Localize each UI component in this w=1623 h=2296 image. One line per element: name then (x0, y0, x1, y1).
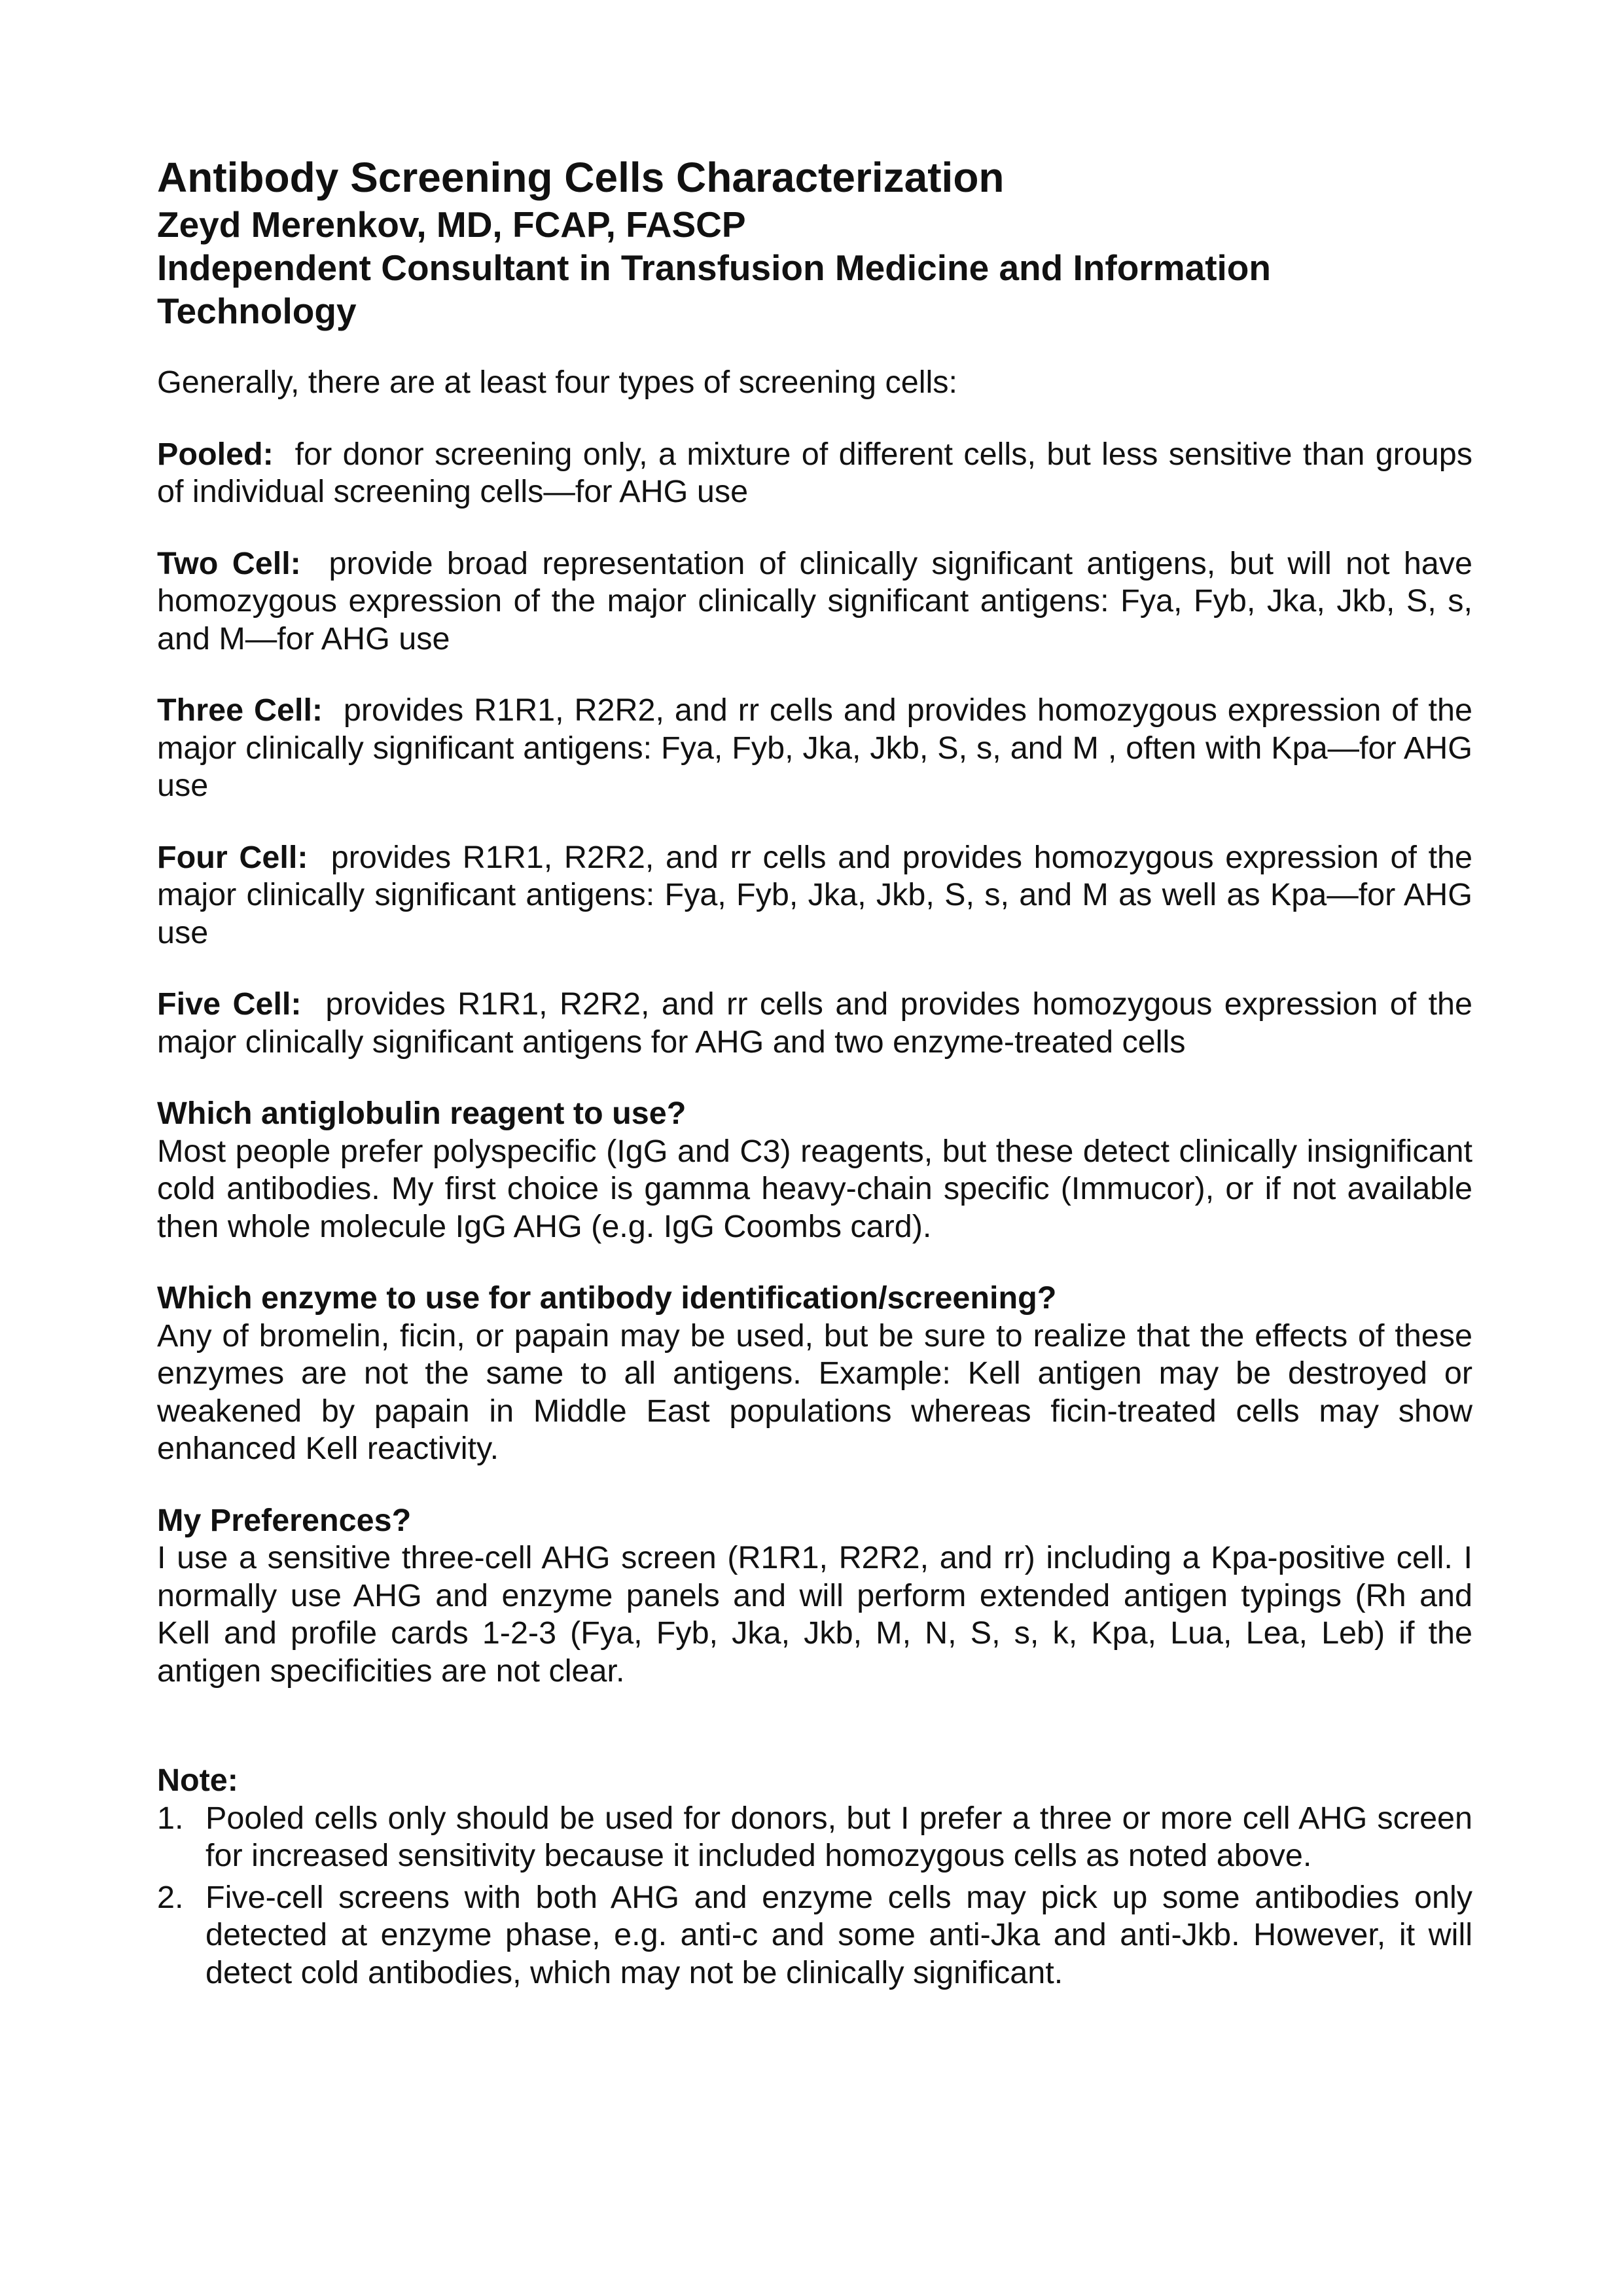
notes-heading: Note: (157, 1763, 238, 1798)
cell-type-label: Three Cell: (157, 692, 323, 728)
note-item (157, 1800, 1472, 1875)
section-heading: Which antiglobulin reagent to use? (157, 1096, 687, 1131)
section-heading: My Preferences? (157, 1502, 412, 1538)
intro-paragraph: Generally, there are at least four types of screening cells: (157, 365, 957, 400)
section-body: Most people prefer polyspecific (IgG and C3) reagents, but these detect clinically insignificant cold antibodies. My first choice is gamma heavy-chain specific (Immucor), or if not available then whole molecule IgG AHG (e.g. IgG Coombs card). (157, 1133, 1472, 1244)
cell-type-description: for donor screening only, a mixture of different cells, but less sensitive than groups of individual screening cells—for AHG use (157, 436, 1472, 509)
cell-type-label: Four Cell: (157, 839, 308, 875)
cell-type-five-cell (157, 986, 1472, 1061)
section-preferences (157, 1502, 1472, 1691)
cell-type-paragraph (157, 545, 1472, 658)
note-text: Five-cell screens with both AHG and enzyme cells may pick up some antibodies only detected at enzyme phase, e.g. anti-c and some anti-Jka and anti-Jkb. However, it will detect cold antibodies, which may not be clinically significant. (205, 1879, 1472, 1990)
cell-type-label: Pooled: (157, 436, 274, 472)
cell-type-paragraph (157, 692, 1472, 805)
notes-list (157, 1800, 1472, 1992)
note-item (157, 1879, 1472, 1992)
cell-type-two-cell (157, 545, 1472, 658)
document-title: Antibody Screening Cells Characterization (157, 154, 1005, 201)
cell-type-description: provides R1R1, R2R2, and rr cells and provides homozygous expression of the major clinically significant antigens: Fya, Fyb, Jka, Jkb, S, s, and M , often with Kpa—for AHG use (157, 692, 1472, 803)
section-body: Any of bromelin, ficin, or papain may be used, but be sure to realize that the effects of these enzymes are not the same to all antigens. Example: Kell antigen may be destroyed or weakened by papain in Middle East populations whereas ficin-treated cells may show enhanced Kell reactivity. (157, 1318, 1472, 1466)
cell-type-description: provides R1R1, R2R2, and rr cells and provides homozygous expression of the major clinically significant antigens: Fya, Fyb, Jka, Jkb, S, s, and M as well as Kpa—for AHG use (157, 839, 1473, 950)
document-page (157, 152, 1472, 1996)
note-number: 1. (157, 1800, 184, 1836)
section-enzyme-choice (157, 1280, 1472, 1468)
cell-type-label: Two Cell: (157, 545, 301, 581)
note-number: 2. (157, 1879, 184, 1915)
section-heading: Which enzyme to use for antibody identification/screening? (157, 1280, 1057, 1316)
cell-type-four-cell (157, 839, 1472, 952)
note-text: Pooled cells only should be used for donors, but I prefer a three or more cell AHG screen for increased sensitivity because it included homozygous cells as noted above. (205, 1800, 1472, 1873)
notes-section (157, 1762, 1472, 1992)
cell-type-three-cell (157, 692, 1472, 805)
cell-type-description: provide broad representation of clinically significant antigens, but will not have homozygous expression of the major clinically significant antigens: Fya, Fyb, Jka, Jkb, S, s, and M—for AHG use (157, 545, 1473, 656)
cell-type-label: Five Cell: (157, 986, 302, 1022)
cell-type-description: provides R1R1, R2R2, and rr cells and provides homozygous expression of the major clinically significant antigens for AHG and two enzyme-treated cells (157, 986, 1472, 1060)
section-body: I use a sensitive three-cell AHG screen (R1R1, R2R2, and rr) including a Kpa-positive cell. I normally use AHG and enzyme panels and will perform extended antigen typings (Rh and Kell and profile cards 1-2-3 (Fya, Fyb, Jka, Jkb, M, N, S, s, k, Kpa, Lua, Lea, Leb) if the antigen specificities are not clear. (157, 1540, 1472, 1689)
cell-type-paragraph (157, 986, 1472, 1061)
cell-type-pooled (157, 436, 1472, 511)
section-antiglobulin-reagent (157, 1095, 1472, 1246)
author-line: Zeyd Merenkov, MD, FCAP, FASCP (157, 204, 746, 245)
cell-type-paragraph (157, 436, 1472, 511)
cell-type-paragraph (157, 839, 1472, 952)
affiliation-line: Independent Consultant in Transfusion Medicine and Information Technology (157, 247, 1271, 331)
